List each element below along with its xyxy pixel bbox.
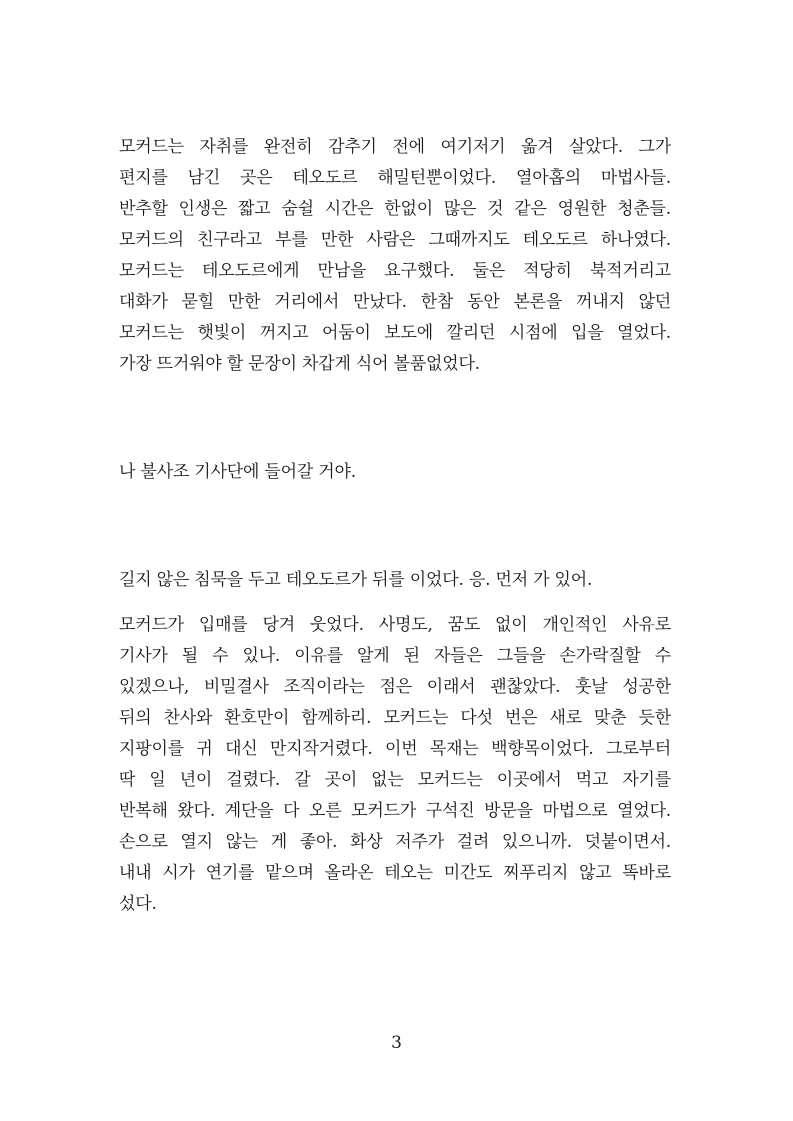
text-line: 대화가 묻힐 만한 거리에서 만났다. 한참 동안 본론을 꺼내지 않던: [119, 292, 671, 312]
text-line: 편지를 남긴 곳은 테오도르 해밀턴뿐이었다. 열아홉의 마법사들.: [119, 168, 671, 188]
text-line: 모커드는 테오도르에게 만남을 요구했다. 둘은 적당히 북적거리고: [119, 261, 671, 281]
text-line: 모커드는 햇빛이 꺼지고 어둠이 보도에 깔리던 시점에 입을 열었다.: [119, 323, 671, 343]
text-line: 내내 시가 연기를 맡으며 올라온 테오는 미간도 찌푸리지 않고 똑바로: [119, 863, 671, 883]
paragraph-1: [119, 132, 671, 380]
body-text: [119, 132, 671, 920]
paragraph-4: [119, 610, 671, 920]
text-line: 모커드는 자취를 완전히 감추기 전에 여기저기 옮겨 살았다. 그가: [119, 137, 671, 157]
text-line: 기사가 될 수 있나. 이유를 알게 된 자들은 그들을 손가락질할 수: [119, 646, 671, 666]
text-line: 길지 않은 침묵을 두고 테오도르가 뒤를 이었다. 응. 먼저 가 있어.: [119, 570, 593, 590]
page-number: 3: [391, 1033, 402, 1053]
paragraph-spacer: [119, 596, 671, 610]
text-line: 지팡이를 귀 대신 만지작거렸다. 이번 목재는 백향목이었다. 그로부터: [119, 739, 671, 759]
paragraph-spacer: [119, 380, 671, 457]
text-line: 가장 뜨거워야 할 문장이 차갑게 식어 볼품없었다.: [119, 354, 480, 374]
text-line: 모커드의 친구라고 부를 만한 사람은 그때까지도 테오도르 하나였다.: [119, 230, 671, 250]
text-line: 모커드가 입매를 당겨 웃었다. 사명도, 꿈도 없이 개인적인 사유로: [119, 615, 671, 635]
text-line: 손으로 열지 않는 게 좋아. 화상 저주가 걸려 있으니까. 덧붙이면서.: [119, 832, 671, 852]
paragraph-3: [119, 565, 671, 596]
text-line: 반추할 인생은 짧고 숨쉴 시간은 한없이 많은 것 같은 영원한 청춘들.: [119, 199, 671, 219]
text-line: 나 불사조 기사단에 들어갈 거야.: [119, 462, 356, 482]
text-line: 섰다.: [119, 894, 157, 914]
text-line: 딱 일 년이 걸렸다. 갈 곳이 없는 모커드는 이곳에서 먹고 자기를: [119, 770, 671, 790]
text-line: 반복해 왔다. 계단을 다 오른 모커드가 구석진 방문을 마법으로 열었다.: [119, 801, 671, 821]
paragraph-spacer: [119, 488, 671, 565]
text-line: 뒤의 찬사와 환호만이 함께하리. 모커드는 다섯 번은 새로 맞춘 듯한: [119, 708, 671, 728]
text-line: 있겠으나, 비밀결사 조직이라는 점은 이래서 괜찮았다. 훗날 성공한: [119, 677, 671, 697]
paragraph-2-dialogue: [119, 457, 671, 488]
